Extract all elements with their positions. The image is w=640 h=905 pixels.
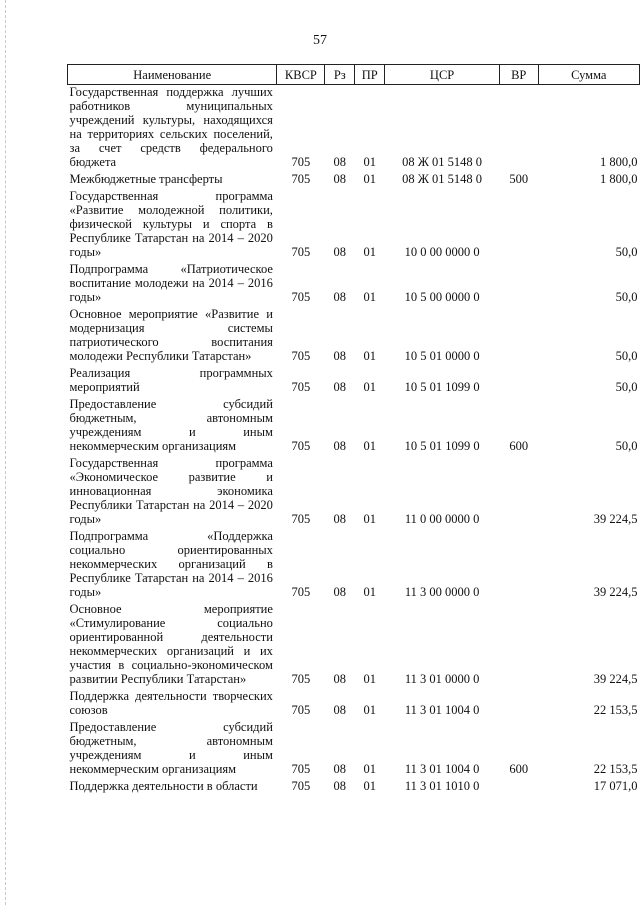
row-csr: 10 5 01 1099 0 — [404, 380, 480, 394]
row-kvsr: 705 — [291, 762, 311, 776]
budget-table — [67, 64, 640, 796]
page-number: 57 — [313, 33, 327, 48]
row-vr: 600 — [509, 439, 529, 453]
row-rz: 08 — [333, 439, 346, 453]
table-row — [68, 602, 640, 689]
row-rz: 08 — [333, 762, 346, 776]
row-csr: 10 0 00 0000 0 — [404, 245, 480, 259]
row-name: Реализация программных мероприятий — [69, 366, 273, 394]
row-csr: 11 3 01 1004 0 — [404, 762, 480, 776]
row-name: Государственная поддержка лучших работников муниципальных учреждений культуры, находящихся на территориях сельских поселений, за счет средств федерального бюджета — [69, 85, 273, 169]
row-name: Подпрограмма «Поддержка социально ориентированных некоммерческих организаций в Республике Татарстан на 2014 – 2016 годы» — [69, 529, 273, 599]
row-pr: 01 — [363, 585, 376, 599]
header-kvsr: КВСР — [277, 65, 325, 85]
table-row — [68, 262, 640, 307]
header-pr: ПР — [355, 65, 385, 85]
row-vr — [499, 366, 538, 397]
header-vr: ВР — [499, 65, 538, 85]
row-sum: 50,0 — [615, 380, 638, 394]
row-kvsr: 705 — [291, 380, 311, 394]
row-vr — [499, 456, 538, 529]
row-name: Основное мероприятие «Развитие и модернизация системы патриотического воспитания молодежи Республики Татарстан» — [69, 307, 273, 363]
row-sum: 50,0 — [615, 439, 638, 453]
row-sum: 50,0 — [615, 349, 638, 363]
row-sum: 22 153,5 — [593, 762, 638, 776]
row-kvsr: 705 — [291, 349, 311, 363]
header-sum: Сумма — [538, 65, 639, 85]
row-name: Поддержка деятельности в области — [69, 779, 258, 793]
row-vr — [499, 689, 538, 720]
table-row — [68, 85, 640, 173]
row-vr — [499, 307, 538, 366]
row-vr — [499, 85, 538, 173]
row-vr — [499, 262, 538, 307]
row-rz: 08 — [333, 155, 346, 169]
row-pr: 01 — [363, 245, 376, 259]
row-vr — [499, 189, 538, 262]
row-pr: 01 — [363, 349, 376, 363]
row-vr — [499, 779, 538, 796]
row-pr: 01 — [363, 512, 376, 526]
row-kvsr: 705 — [291, 245, 311, 259]
row-name: Поддержка деятельности творческих союзов — [69, 689, 273, 717]
row-rz: 08 — [333, 245, 346, 259]
row-pr: 01 — [363, 380, 376, 394]
row-vr — [499, 602, 538, 689]
row-rz: 08 — [333, 349, 346, 363]
row-rz: 08 — [333, 703, 346, 717]
row-name: Основное мероприятие «Стимулирование социально ориентированной деятельности некоммерческих организаций и их участия в социально-экономическом развитии Республики Татарстан» — [69, 602, 273, 686]
row-name: Предоставление субсидий бюджетным, автономным учреждениям и иным некоммерческим организациям — [69, 720, 273, 776]
table-row — [68, 189, 640, 262]
row-name: Подпрограмма «Патриотическое воспитание молодежи на 2014 – 2016 годы» — [69, 262, 273, 304]
row-rz: 08 — [333, 512, 346, 526]
row-kvsr: 705 — [291, 779, 311, 793]
table-row — [68, 366, 640, 397]
row-name: Государственная программа «Развитие молодежной политики, физической культуры и спорта в Республике Татарстан на 2014 – 2020 годы» — [69, 189, 273, 259]
row-csr: 10 5 00 0000 0 — [404, 290, 480, 304]
row-csr: 10 5 01 0000 0 — [404, 349, 480, 363]
row-pr: 01 — [363, 779, 376, 793]
row-csr: 11 3 00 0000 0 — [404, 585, 480, 599]
table-row — [68, 779, 640, 796]
header-rz: Рз — [325, 65, 355, 85]
row-kvsr: 705 — [291, 172, 311, 186]
row-sum: 39 224,5 — [593, 672, 638, 686]
row-rz: 08 — [333, 380, 346, 394]
row-pr: 01 — [363, 172, 376, 186]
row-pr: 01 — [363, 762, 376, 776]
row-rz: 08 — [333, 290, 346, 304]
row-rz: 08 — [333, 672, 346, 686]
row-name: Предоставление субсидий бюджетным, автономным учреждениям и иным некоммерческим организациям — [69, 397, 273, 453]
row-name: Межбюджетные трансферты — [69, 172, 223, 186]
row-sum: 1 800,0 — [600, 155, 638, 169]
row-vr — [499, 529, 538, 602]
row-pr: 01 — [363, 155, 376, 169]
row-sum: 50,0 — [615, 245, 638, 259]
header-csr: ЦСР — [385, 65, 500, 85]
row-csr: 11 0 00 0000 0 — [404, 512, 480, 526]
table-row — [68, 529, 640, 602]
row-name: Государственная программа «Экономическое развитие и инновационная экономика Республики Татарстан на 2014 – 2020 годы» — [69, 456, 273, 526]
row-csr: 11 3 01 1010 0 — [404, 779, 480, 793]
row-csr: 11 3 01 1004 0 — [404, 703, 480, 717]
table-row — [68, 307, 640, 366]
table-row — [68, 397, 640, 456]
margin-line — [5, 0, 6, 905]
row-sum: 50,0 — [615, 290, 638, 304]
row-sum: 1 800,0 — [600, 172, 638, 186]
row-kvsr: 705 — [291, 672, 311, 686]
row-csr: 08 Ж 01 5148 0 — [402, 172, 483, 186]
header-name: Наименование — [68, 65, 277, 85]
table-row — [68, 689, 640, 720]
table-row — [68, 720, 640, 779]
row-sum: 39 224,5 — [593, 585, 638, 599]
row-pr: 01 — [363, 703, 376, 717]
row-kvsr: 705 — [291, 585, 311, 599]
table-row — [68, 456, 640, 529]
row-vr: 600 — [509, 762, 529, 776]
row-csr: 10 5 01 1099 0 — [404, 439, 480, 453]
row-sum: 17 071,0 — [593, 779, 638, 793]
row-vr: 500 — [509, 172, 529, 186]
row-kvsr: 705 — [291, 290, 311, 304]
row-kvsr: 705 — [291, 439, 311, 453]
row-rz: 08 — [333, 585, 346, 599]
row-rz: 08 — [333, 172, 346, 186]
row-kvsr: 705 — [291, 512, 311, 526]
row-rz: 08 — [333, 779, 346, 793]
row-kvsr: 705 — [291, 155, 311, 169]
row-csr: 08 Ж 01 5148 0 — [402, 155, 483, 169]
row-sum: 22 153,5 — [593, 703, 638, 717]
table-row — [68, 172, 640, 189]
row-pr: 01 — [363, 672, 376, 686]
row-sum: 39 224,5 — [593, 512, 638, 526]
row-pr: 01 — [363, 290, 376, 304]
table-header-row — [68, 65, 640, 85]
row-csr: 11 3 01 0000 0 — [404, 672, 480, 686]
row-pr: 01 — [363, 439, 376, 453]
row-kvsr: 705 — [291, 703, 311, 717]
